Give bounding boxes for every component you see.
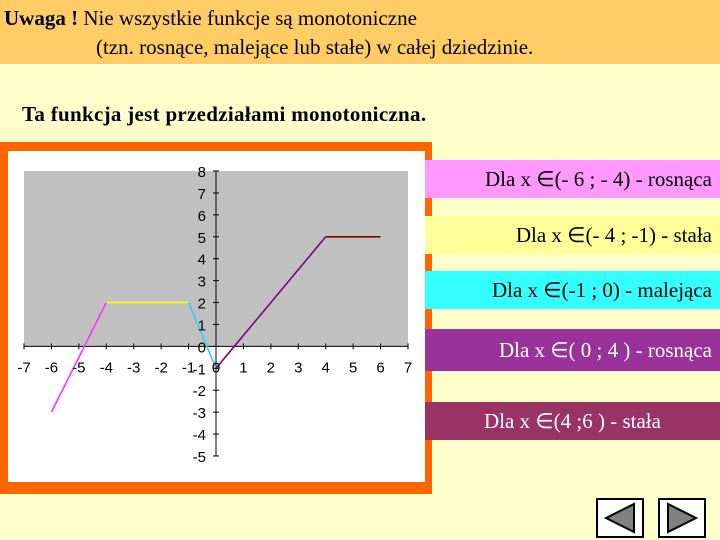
y-tick-label-7: 1 bbox=[197, 317, 206, 335]
warning-line-1 bbox=[4, 6, 417, 31]
warning-label: Uwaga ! bbox=[4, 6, 79, 30]
interval-label-1: Dla x ∈(- 6 ; - 4) - rosnąca bbox=[425, 160, 720, 198]
y-tick-label-2: 6 bbox=[197, 207, 206, 225]
x-tick-label-2: -5 bbox=[72, 359, 86, 377]
chart-area bbox=[8, 151, 425, 482]
x-tick-label-7: 0 bbox=[211, 359, 221, 377]
y-tick-label-8: 0 bbox=[197, 339, 206, 357]
x-tick-label-0: -7 bbox=[17, 359, 31, 377]
x-tick-label-14: 7 bbox=[403, 359, 413, 377]
x-tick-label-5: -2 bbox=[154, 359, 168, 377]
interval-label-4: Dla x ∈( 0 ; 4 ) - rosnąca bbox=[425, 329, 720, 371]
y-tick-label-10: -2 bbox=[192, 383, 206, 401]
y-tick-label-11: -3 bbox=[192, 405, 206, 423]
y-tick-label-4: 4 bbox=[197, 251, 206, 269]
interval-label-2: Dla x ∈(- 4 ; -1) - stała bbox=[425, 216, 720, 254]
x-tick-label-10: 3 bbox=[294, 359, 303, 377]
y-tick-label-6: 2 bbox=[197, 295, 206, 313]
slide-subtitle: Ta funkcja jest przedziałami monotoniczna. bbox=[22, 102, 427, 126]
y-tick-label-3: 5 bbox=[197, 229, 206, 247]
triangle-right-icon bbox=[660, 500, 704, 536]
y-tick-label-12: -4 bbox=[192, 427, 206, 445]
x-tick-label-13: 6 bbox=[376, 359, 385, 377]
warning-line-2: (tzn. rosnące, malejące lub stałe) w całej dziedzinie. bbox=[96, 35, 534, 59]
interval-label-3: Dla x ∈(-1 ; 0) - malejąca bbox=[425, 271, 720, 309]
x-tick-label-9: 2 bbox=[266, 359, 276, 377]
x-tick-label-4: -3 bbox=[127, 359, 141, 377]
x-tick-label-1: -6 bbox=[44, 359, 59, 377]
interval-label-5: Dla x ∈(4 ;6 ) - stała bbox=[425, 402, 720, 440]
y-tick-label-9: -1 bbox=[192, 361, 206, 379]
function-chart bbox=[8, 151, 425, 482]
x-tick-label-6: -1 bbox=[181, 359, 196, 377]
x-tick-label-12: 5 bbox=[348, 359, 358, 377]
x-tick-label-11: 4 bbox=[321, 359, 330, 377]
previous-slide-button[interactable] bbox=[596, 498, 644, 538]
x-tick-label-8: 1 bbox=[239, 359, 248, 377]
y-tick-label-5: 3 bbox=[197, 273, 206, 291]
triangle-left-icon bbox=[598, 500, 642, 536]
next-slide-button[interactable] bbox=[658, 498, 706, 538]
y-tick-label-13: -5 bbox=[192, 449, 206, 466]
chart-frame bbox=[0, 142, 432, 494]
y-tick-label-0: 8 bbox=[197, 164, 206, 181]
y-tick-label-1: 7 bbox=[197, 185, 206, 203]
x-tick-label-3: -4 bbox=[99, 359, 113, 377]
warning-banner bbox=[0, 0, 720, 64]
warning-text: Nie wszystkie funkcje są monotoniczne bbox=[83, 6, 417, 30]
